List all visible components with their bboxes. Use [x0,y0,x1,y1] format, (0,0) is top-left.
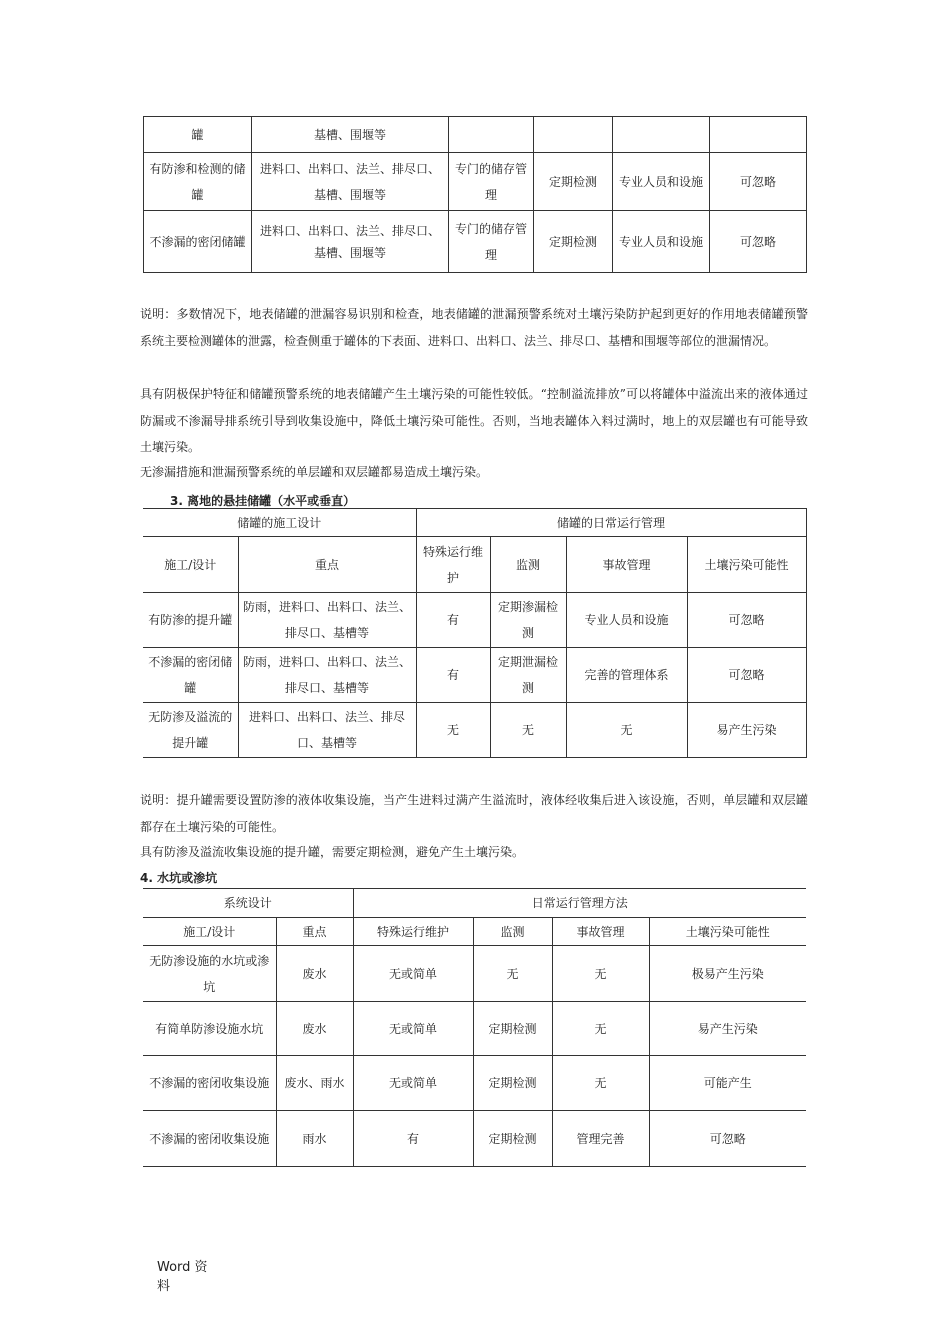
column-header: 事故管理 [552,918,649,946]
column-header: 施工/设计 [143,537,238,593]
table-cell: 专门的储存管理 [449,211,534,273]
table-cell: 废水 [276,1002,353,1056]
table-cell: 无 [552,1056,649,1111]
column-header: 特殊运行维护 [416,537,490,593]
table-cell: 废水、雨水 [276,1056,353,1111]
table-cell: 进料口、出料口、法兰、排尽口、 基槽、围堰等 [252,211,449,273]
table-cell: 定期渗漏检测 [490,593,566,648]
table-cell [710,117,807,153]
table-cell: 有防渗的提升罐 [143,593,238,648]
table-row [144,211,807,273]
note-paragraph-1: 说明：多数情况下，地表储罐的泄漏容易识别和检查，地表储罐的泄漏预警系统对土壤污染防护起到更好的作用地表储罐预警系统主要检测罐体的泄露，检查侧重于罐体的下表面、进料口、出料口、法兰、排尽口、基槽和围堰等部位的泄漏情况。 [140,307,808,348]
table-cell: 可忽略 [687,648,806,703]
table-cell: 专业人员和设施 [613,211,710,273]
table-row [144,153,807,211]
column-header: 重点 [238,537,416,593]
column-header: 监测 [490,537,566,593]
table-cell: 雨水 [276,1111,353,1167]
table-cell: 无 [473,946,552,1002]
table-cell: 可能产生 [649,1056,806,1111]
table-cell: 易产生污染 [687,703,806,758]
column-header: 事故管理 [566,537,687,593]
group-header-operation: 储罐的日常运行管理 [416,509,806,537]
table-cell: 不渗漏的密闭储罐 [143,648,238,703]
table-row [143,648,806,703]
table-cell: 不渗漏的密闭收集设施 [143,1056,276,1111]
table-cell: 专门的储存管理 [449,153,534,211]
table-cell: 专业人员和设施 [613,153,710,211]
table-cell: 无或简单 [353,1002,473,1056]
table-cell: 有 [416,648,490,703]
table-row [143,1056,806,1111]
column-header: 重点 [276,918,353,946]
table-row [144,117,807,153]
table-cell: 防雨，进料口、出料口、法兰、排尽口、基槽等 [238,593,416,648]
table-cell: 有防渗和检测的储罐 [144,153,252,211]
column-header: 施工/设计 [143,918,276,946]
table-cell: 废水 [276,946,353,1002]
table-cell: 不渗漏的密闭储罐 [144,211,252,273]
table-cell: 基槽、围堰等 [252,117,449,153]
section-3-heading: 3. 离地的悬挂储罐（水平或垂直） [170,494,356,508]
table-group-header [143,889,806,918]
table-cell [534,117,613,153]
table-cell [613,117,710,153]
table-row [143,1111,806,1167]
table-cell: 无或简单 [353,1056,473,1111]
pit-table [143,888,806,1167]
note-paragraph-3: 无渗漏措施和泄漏预警系统的单层罐和双层罐都易造成土壤污染。 [140,465,489,479]
column-header: 土壤污染可能性 [649,918,806,946]
table-cell: 有简单防渗设施水坑 [143,1002,276,1056]
table-cell: 无或简单 [353,946,473,1002]
table-cell: 定期泄漏检测 [490,648,566,703]
table-cell: 管理完善 [552,1111,649,1167]
table-cell: 无 [416,703,490,758]
column-header: 特殊运行维护 [353,918,473,946]
footer-line-2: 料 [157,1279,171,1294]
page-footer [157,1258,208,1296]
table-cell: 罐 [144,117,252,153]
table-row [143,946,806,1002]
group-header-system: 系统设计 [143,889,353,918]
table-header-row [143,537,806,593]
table-cell: 无 [552,946,649,1002]
table-cell: 完善的管理体系 [566,648,687,703]
table-cell: 可忽略 [710,211,807,273]
table-cell: 定期检测 [534,153,613,211]
table-cell: 无 [490,703,566,758]
group-header-construction: 储罐的施工设计 [143,509,416,537]
table-cell: 进料口、出料口、法兰、排尽口、基槽、围堰等 [252,153,449,211]
table-cell: 防雨，进料口、出料口、法兰、排尽口、基槽等 [238,648,416,703]
table-cell: 定期检测 [473,1056,552,1111]
note-paragraph-2: 具有阴极保护特征和储罐预警系统的地表储罐产生土壤污染的可能性较低。“控制溢流排放”可以将罐体中溢流出来的液体通过防漏或不渗漏导排系统引导到收集设施中，降低土壤污染可能性。否则，当地表罐体入料过满时，地上的双层罐也有可能导致土壤污染。 [140,387,808,454]
table-cell: 有 [416,593,490,648]
column-header: 监测 [473,918,552,946]
table-cell: 无防渗及溢流的提升罐 [143,703,238,758]
footer-line-1: Word 资 [157,1260,208,1275]
tank-table-continued [143,116,807,273]
table-cell: 不渗漏的密闭收集设施 [143,1111,276,1167]
table-cell: 无 [566,703,687,758]
table-cell: 无防渗设施的水坑或渗坑 [143,946,276,1002]
table-row [143,593,806,648]
column-header: 土壤污染可能性 [687,537,806,593]
table-row [143,703,806,758]
group-header-management: 日常运行管理方法 [353,889,806,918]
table-cell: 定期检测 [534,211,613,273]
table-group-header [143,509,806,537]
table-cell: 可忽略 [710,153,807,211]
table-cell [449,117,534,153]
table-cell: 定期检测 [473,1111,552,1167]
table-row [143,1002,806,1056]
table-header-row [143,918,806,946]
table-cell: 有 [353,1111,473,1167]
table-cell: 专业人员和设施 [566,593,687,648]
table-cell: 进料口、出料口、法兰、排尽口、基槽等 [238,703,416,758]
note-paragraph-5: 具有防渗及溢流收集设施的提升罐，需要定期检测，避免产生土壤污染。 [140,845,525,859]
suspended-tank-table [143,508,807,758]
table-cell: 极易产生污染 [649,946,806,1002]
table-cell: 可忽略 [649,1111,806,1167]
table-cell: 无 [552,1002,649,1056]
table-cell: 定期检测 [473,1002,552,1056]
section-4-heading: 4. 水坑或渗坑 [140,871,218,885]
table-cell: 可忽略 [687,593,806,648]
table-cell: 易产生污染 [649,1002,806,1056]
note-paragraph-4: 说明：提升罐需要设置防渗的液体收集设施，当产生进料过满产生溢流时，液体经收集后进入该设施，否则，单层罐和双层罐都存在土壤污染的可能性。 [140,793,808,834]
